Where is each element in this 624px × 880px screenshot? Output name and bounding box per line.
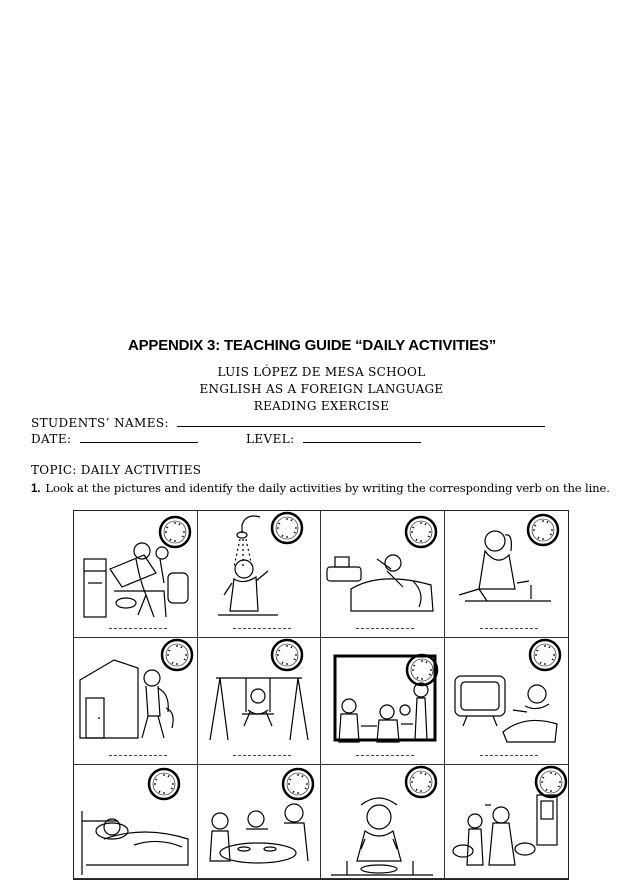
- waking-up-icon: [321, 511, 444, 638]
- answer-line[interactable]: [233, 628, 291, 629]
- students-names-blank[interactable]: [177, 417, 545, 427]
- activity-cell: [321, 638, 445, 765]
- level-label: LEVEL:: [246, 432, 295, 446]
- subject-name: ENGLISH AS A FOREIGN LANGUAGE: [199, 382, 444, 396]
- activity-cell: [198, 511, 322, 638]
- cooking-icon: [445, 765, 568, 879]
- activity-cell: [321, 765, 445, 879]
- activity-cell: [74, 638, 198, 765]
- date-label: DATE:: [31, 432, 72, 446]
- answer-line[interactable]: [233, 755, 291, 756]
- activity-cell: [198, 638, 322, 765]
- date-blank[interactable]: [80, 433, 198, 443]
- page-title: APPENDIX 3: TEACHING GUIDE “DAILY ACTIVITIES”: [128, 337, 496, 354]
- classroom-icon: [321, 638, 444, 765]
- watching-tv-icon: [445, 638, 568, 765]
- family-dinner-icon: [198, 765, 321, 879]
- answer-line[interactable]: [480, 755, 538, 756]
- school-name: LUIS LÓPEZ DE MESA SCHOOL: [217, 365, 426, 379]
- shower-icon: [198, 511, 321, 638]
- instruction-number: 1.: [31, 483, 41, 495]
- level-blank[interactable]: [303, 433, 421, 443]
- answer-line[interactable]: [356, 755, 414, 756]
- going-to-school-icon: [74, 638, 197, 765]
- answer-line[interactable]: [109, 755, 167, 756]
- activity-cell: [321, 511, 445, 638]
- activity-cell: [74, 765, 198, 879]
- swing-icon: [198, 638, 321, 765]
- activity-cell: [74, 511, 198, 638]
- activities-picture-grid: [73, 510, 569, 880]
- students-names-label: STUDENTS’ NAMES:: [31, 416, 169, 430]
- answer-line[interactable]: [109, 628, 167, 629]
- packing-bag-icon: [74, 511, 197, 638]
- desk-writing-icon: [445, 511, 568, 638]
- date-row: [31, 432, 198, 446]
- instruction: [31, 481, 610, 495]
- activity-cell: [445, 511, 569, 638]
- activity-cell: [198, 765, 322, 879]
- answer-line[interactable]: [356, 628, 414, 629]
- activity-cell: [445, 638, 569, 765]
- eating-icon: [321, 765, 444, 879]
- topic-heading: TOPIC: DAILY ACTIVITIES: [31, 463, 202, 477]
- answer-line[interactable]: [480, 628, 538, 629]
- activity-cell: [445, 765, 569, 879]
- students-names-row: [31, 416, 545, 430]
- level-row: [246, 432, 421, 446]
- sleeping-icon: [74, 765, 197, 879]
- instruction-text: Look at the pictures and identify the daily activities by writing the corresponding verb on the line.: [45, 481, 610, 495]
- exercise-name: READING EXERCISE: [253, 399, 390, 413]
